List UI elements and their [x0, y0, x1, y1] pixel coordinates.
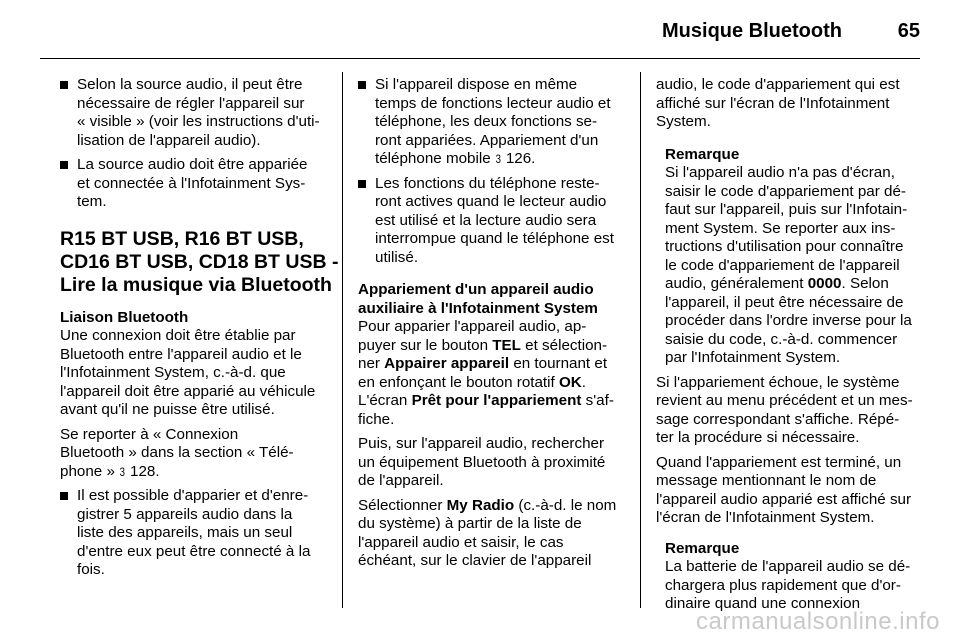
- page-reference-icon[interactable]: 3: [119, 464, 126, 479]
- column-3: [656, 76, 924, 620]
- text-line: et connectée à l'Infotainment Sys-: [77, 174, 306, 192]
- header-title: Musique Bluetooth: [662, 20, 842, 42]
- text-line: nécessaire de régler l'appareil sur: [77, 94, 305, 112]
- column-2: [358, 76, 626, 577]
- paragraph: Puis, sur l'appareil audio, rechercher un équipement Bluetooth à proximité de l'appareil.: [358, 435, 606, 489]
- note-box: Remarque La batterie de l'appareil audio se dé- chargera plus rapidement que d'or- dinaire quand une connexion: [656, 540, 924, 614]
- square-bullet-icon: [358, 81, 366, 89]
- bullet-item: Il est possible d'apparier et d'enre- gistrer 5 appareils audio dans la liste des appareils, mais un seul d'entre eux peut être connecté à la fois.: [60, 487, 342, 580]
- subheading: Appariement d'un appareil audio auxiliaire à l'Infotainment System: [358, 281, 598, 317]
- text-line: Selon la source audio, il peut être: [77, 76, 303, 93]
- note-title: Remarque: [665, 145, 740, 163]
- paragraph: Si l'appariement échoue, le système revient au menu précédent et un mes- sage correspondant s'affiche. Répé- ter la procédure si nécessaire.: [656, 373, 913, 446]
- bullet-item: [60, 76, 342, 150]
- page-header: [0, 0, 960, 60]
- note-box: Remarque Si l'appareil audio n'a pas d'écran, saisir le code d'appariement par dé- faut sur l'appareil, puis sur l'Infotain- ment System. Se reporter aux ins- tructions d'utilisation pour connaître le code d'appariement de l'appareil audio, généralement 0000. Selon l'appareil, il peut être nécessaire de procéder dans l'ordre inverse pour la saisie du code, c.-à-d. commencer par l'Infotainment System.: [656, 146, 924, 368]
- header-divider: [40, 58, 920, 59]
- square-bullet-icon: [358, 180, 366, 188]
- watermark-text: carmanualsonline.info: [696, 608, 940, 635]
- column-divider-1: [342, 72, 343, 608]
- text-line: « visible » (voir les instructions d'uti-: [77, 113, 320, 130]
- text-line: lisation de l'appareil audio).: [77, 131, 261, 149]
- paragraph: Quand l'appariement est terminé, un message mentionnant le nom de l'appareil audio apparié est affiché sur l'écran de l'Infotainment System.: [656, 453, 912, 526]
- section-title: R15 BT USB, R16 BT USB, CD16 BT USB, CD18 BT USB - Lire la musique via Bluetooth: [60, 227, 339, 296]
- paragraph: Sélectionner My Radio (c.-à-d. le nom du système) à partir de la liste de l'appareil audio et saisir, le cas échéant, sur le clavier de l'appareil: [358, 496, 617, 569]
- paragraph: Une connexion doit être établie par Bluetooth entre l'appareil audio et le l'Infotainment System, c.-à-d. que l'appareil doit être apparié au véhicule avant qu'il ne puisse être utilisé.: [60, 327, 316, 418]
- text-line: tem.: [77, 193, 107, 210]
- note-title: Remarque: [665, 539, 740, 557]
- page-number: 65: [897, 20, 920, 42]
- square-bullet-icon: [60, 161, 68, 169]
- subheading: Liaison Bluetooth: [60, 308, 189, 326]
- paragraph: Se reporter à « Connexion Bluetooth » dans la section « Télé- phone » 3 128.: [60, 425, 294, 480]
- bullet-item: Si l'appareil dispose en même temps de fonctions lecteur audio et téléphone, les deux fonctions se- ront appariées. Appariement d'un téléphone mobile 3 126.: [358, 76, 626, 169]
- bullet-item: Les fonctions du téléphone reste- ront actives quand le lecteur audio est utilisé et la lecture audio sera interrompue quand le téléphone est utilisé.: [358, 175, 626, 268]
- paragraph: Pour apparier l'appareil audio, ap- puyer sur le bouton TEL et sélection- ner Appairer appareil en tournant et en enfonçant le bouton rotatif OK. L'écran Prêt pour l'appariement s'af- fiche.: [358, 318, 614, 428]
- square-bullet-icon: [60, 492, 68, 500]
- text-line: La source audio doit être appariée: [77, 156, 308, 173]
- bullet-item: [60, 156, 342, 212]
- column-divider-2: [640, 72, 641, 608]
- square-bullet-icon: [60, 81, 68, 89]
- paragraph: audio, le code d'appariement qui est affiché sur l'écran de l'Infotainment System.: [656, 76, 900, 130]
- page-reference-icon[interactable]: 3: [495, 152, 501, 166]
- column-1: [60, 76, 342, 586]
